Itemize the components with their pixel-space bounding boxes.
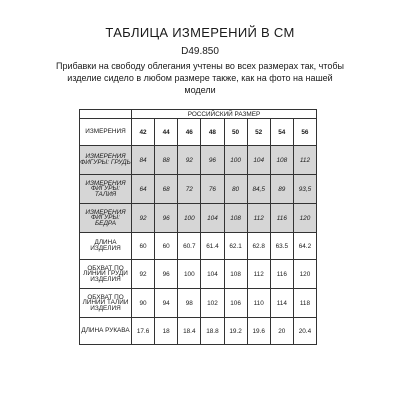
table-cell: 60.7 <box>178 233 201 260</box>
table-cell: 112 <box>247 260 270 289</box>
table-cell: 106 <box>224 289 247 318</box>
table-cell: 20.4 <box>293 318 316 345</box>
sizes-row <box>80 119 317 146</box>
table-group-header-row <box>80 110 317 119</box>
table-cell: 18.8 <box>201 318 224 345</box>
size-cell: 50 <box>224 119 247 146</box>
table-cell: 64.2 <box>293 233 316 260</box>
russian-size-header: РОССИЙСКИЙ РАЗМЕР <box>132 110 317 119</box>
table-cell: 64 <box>132 175 155 204</box>
table-row <box>80 175 317 204</box>
table-cell: 18.4 <box>178 318 201 345</box>
row-label: ИЗМЕРЕНИЯ ФИГУРЫ: ТАЛИЯ <box>80 175 132 204</box>
table-cell: 68 <box>155 175 178 204</box>
product-code: D49.850 <box>181 46 219 57</box>
table-cell: 76 <box>201 175 224 204</box>
table-cell: 19.2 <box>224 318 247 345</box>
table-cell: 92 <box>178 146 201 175</box>
table-cell: 18 <box>155 318 178 345</box>
table-cell: 88 <box>155 146 178 175</box>
table-row <box>80 289 317 318</box>
row-label: ОБХВАТ ПО ЛИНИИ ГРУДИ ИЗДЕЛИЯ <box>80 260 132 289</box>
fit-note: Прибавки на свободу облегания учтены во всех размерах так, чтобы изделие сидело в любом размере также, как на фото на нашей модели <box>56 61 344 95</box>
table-row <box>80 146 317 175</box>
table-cell: 89 <box>270 175 293 204</box>
size-cell: 54 <box>270 119 293 146</box>
row-label: ОБХВАТ ПО ЛИНИИ ТАЛИИ ИЗДЕЛИЯ <box>80 289 132 318</box>
table-cell: 20 <box>270 318 293 345</box>
table-cell: 96 <box>155 204 178 233</box>
row-label: ДЛИНА ИЗДЕЛИЯ <box>80 233 132 260</box>
row-label: ДЛИНА РУКАВА <box>80 318 132 345</box>
table-row <box>80 318 317 345</box>
table-cell: 108 <box>270 146 293 175</box>
page-title: ТАБЛИЦА ИЗМЕРЕНИЙ В СМ <box>105 25 295 40</box>
table-cell: 108 <box>224 204 247 233</box>
table-cell: 94 <box>155 289 178 318</box>
table-row <box>80 204 317 233</box>
size-cell: 56 <box>293 119 316 146</box>
size-chart-table <box>79 109 317 345</box>
table-cell: 104 <box>201 260 224 289</box>
table-cell: 90 <box>132 289 155 318</box>
table-corner-cell <box>80 110 132 119</box>
table-cell: 92 <box>132 260 155 289</box>
table-cell: 96 <box>201 146 224 175</box>
table-row <box>80 260 317 289</box>
table-cell: 104 <box>247 146 270 175</box>
table-cell: 116 <box>270 260 293 289</box>
table-cell: 110 <box>247 289 270 318</box>
table-cell: 17.6 <box>132 318 155 345</box>
table-cell: 80 <box>224 175 247 204</box>
table-cell: 61.4 <box>201 233 224 260</box>
size-cell: 52 <box>247 119 270 146</box>
table-cell: 63.5 <box>270 233 293 260</box>
table-cell: 19.6 <box>247 318 270 345</box>
table-cell: 102 <box>201 289 224 318</box>
table-cell: 96 <box>155 260 178 289</box>
table-cell: 100 <box>178 260 201 289</box>
row-label: ИЗМЕРЕНИЯ ФИГУРЫ: БЕДРА <box>80 204 132 233</box>
table-cell: 120 <box>293 204 316 233</box>
table-cell: 62.8 <box>247 233 270 260</box>
table-cell: 112 <box>247 204 270 233</box>
table-row <box>80 233 317 260</box>
table-cell: 84 <box>132 146 155 175</box>
table-cell: 84,5 <box>247 175 270 204</box>
table-cell: 62.1 <box>224 233 247 260</box>
table-cell: 104 <box>201 204 224 233</box>
size-cell: 46 <box>178 119 201 146</box>
table-cell: 108 <box>224 260 247 289</box>
table-cell: 116 <box>270 204 293 233</box>
table-cell: 60 <box>132 233 155 260</box>
measurements-header: ИЗМЕРЕНИЯ <box>80 119 132 146</box>
table-cell: 72 <box>178 175 201 204</box>
table-cell: 93,5 <box>293 175 316 204</box>
size-cell: 48 <box>201 119 224 146</box>
table-cell: 60 <box>155 233 178 260</box>
size-cell: 42 <box>132 119 155 146</box>
table-cell: 118 <box>293 289 316 318</box>
table-cell: 120 <box>293 260 316 289</box>
table-cell: 114 <box>270 289 293 318</box>
table-cell: 98 <box>178 289 201 318</box>
size-cell: 44 <box>155 119 178 146</box>
table-cell: 100 <box>224 146 247 175</box>
row-label: ИЗМЕРЕНИЯ ФИГУРЫ: ГРУДЬ <box>80 146 132 175</box>
table-cell: 112 <box>293 146 316 175</box>
table-cell: 92 <box>132 204 155 233</box>
table-cell: 100 <box>178 204 201 233</box>
